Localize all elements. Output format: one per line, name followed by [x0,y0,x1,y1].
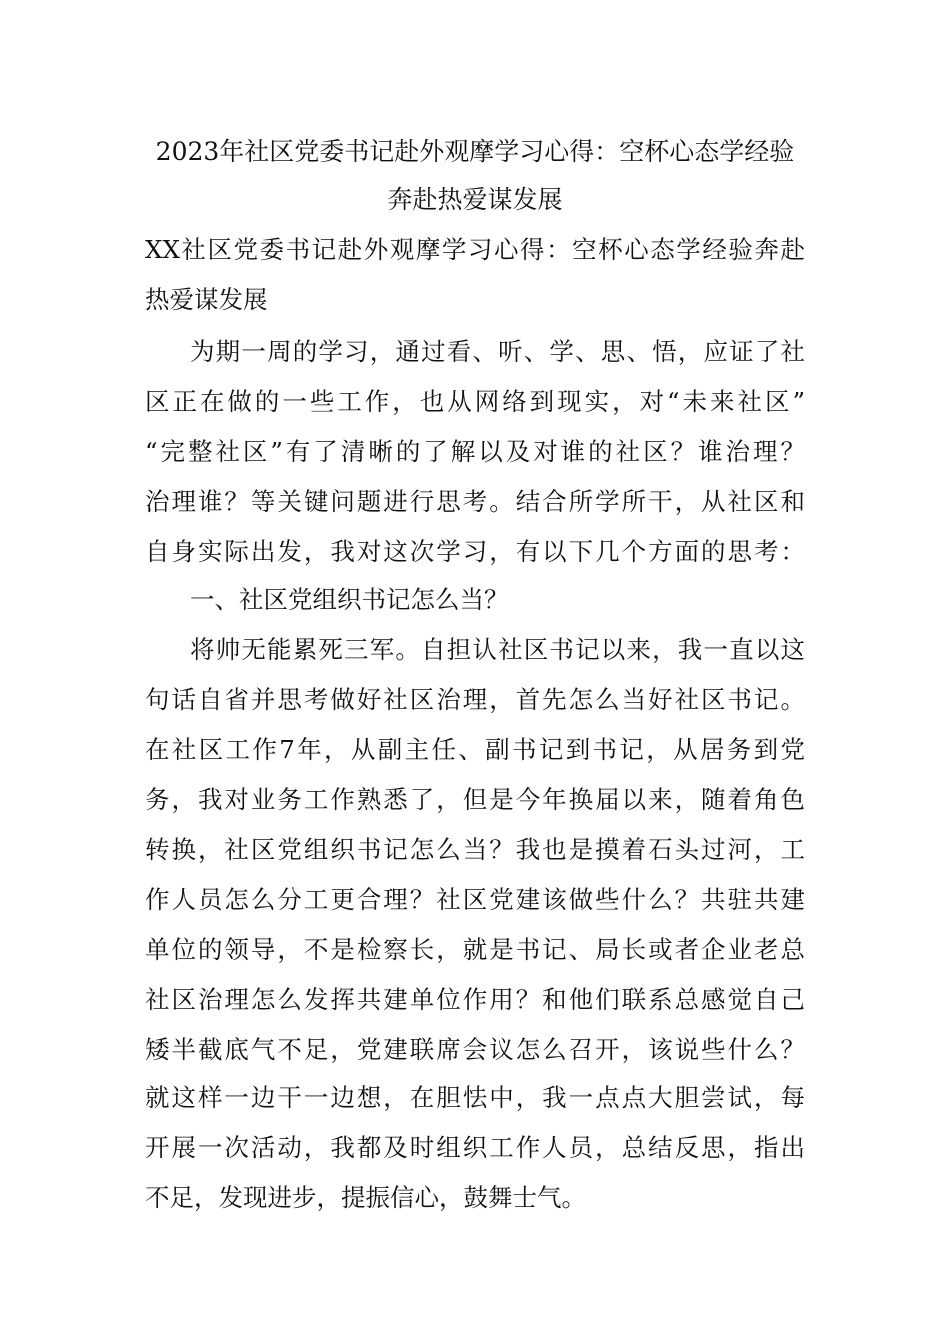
paragraph-1-line-3: “完整社区”有了清晰的了解以及对谁的社区？谁治理？ [145,437,805,466]
paragraph-2-line-8: 社区治理怎么发挥共建单位作用？和他们联系总感觉自己 [145,985,805,1014]
paragraph-2-line-5: 转换，社区党组织书记怎么当？我也是摸着石头过河，工 [145,835,805,864]
paragraph-2-line-7: 单位的领导，不是检察长，就是书记、局长或者企业老总 [145,935,805,964]
paragraph-2-line-12: 不足，发现进步，提振信心，鼓舞士气。 [145,1183,586,1212]
paragraph-1-line-1: 为期一周的学习，通过看、听、学、思、悟，应证了社 [190,337,805,366]
subtitle-line-1: XX社区党委书记赴外观摩学习心得：空杯心态学经验奔赴 [145,235,805,264]
title-line-2: 奔赴热爱谋发展 [387,185,563,214]
paragraph-2-line-1: 将帅无能累死三军。自担认社区书记以来，我一直以这 [190,635,805,664]
section-1-heading: 一、社区党组织书记怎么当？ [190,585,509,614]
paragraph-2-line-4: 务，我对业务工作熟悉了，但是今年换届以来，随着角色 [145,785,805,814]
paragraph-2-line-10: 就这样一边干一边想，在胆怯中，我一点点大胆尝试，每 [145,1083,805,1112]
paragraph-2-line-3: 在社区工作7年，从副主任、副书记到书记，从居务到党 [145,735,805,764]
paragraph-2-line-11: 开展一次活动，我都及时组织工作人员，总结反思，指出 [145,1133,805,1162]
paragraph-2-line-9: 矮半截底气不足，党建联席会议怎么召开，该说些什么？ [145,1035,805,1064]
paragraph-2-line-2: 句话自省并思考做好社区治理，首先怎么当好社区书记。 [145,685,805,714]
paragraph-1-line-5: 自身实际出发，我对这次学习，有以下几个方面的思考： [145,537,805,566]
paragraph-1-line-2: 区正在做的一些工作，也从网络到现实，对“未来社区” [145,387,805,416]
paragraph-1-line-4: 治理谁？等关键问题进行思考。结合所学所干，从社区和 [145,487,805,516]
paragraph-2-line-6: 作人员怎么分工更合理？社区党建该做些什么？共驻共建 [145,885,805,914]
title-line-1: 2023年社区党委书记赴外观摩学习心得：空杯心态学经验 [155,137,795,166]
subtitle-line-2: 热爱谋发展 [145,285,268,314]
